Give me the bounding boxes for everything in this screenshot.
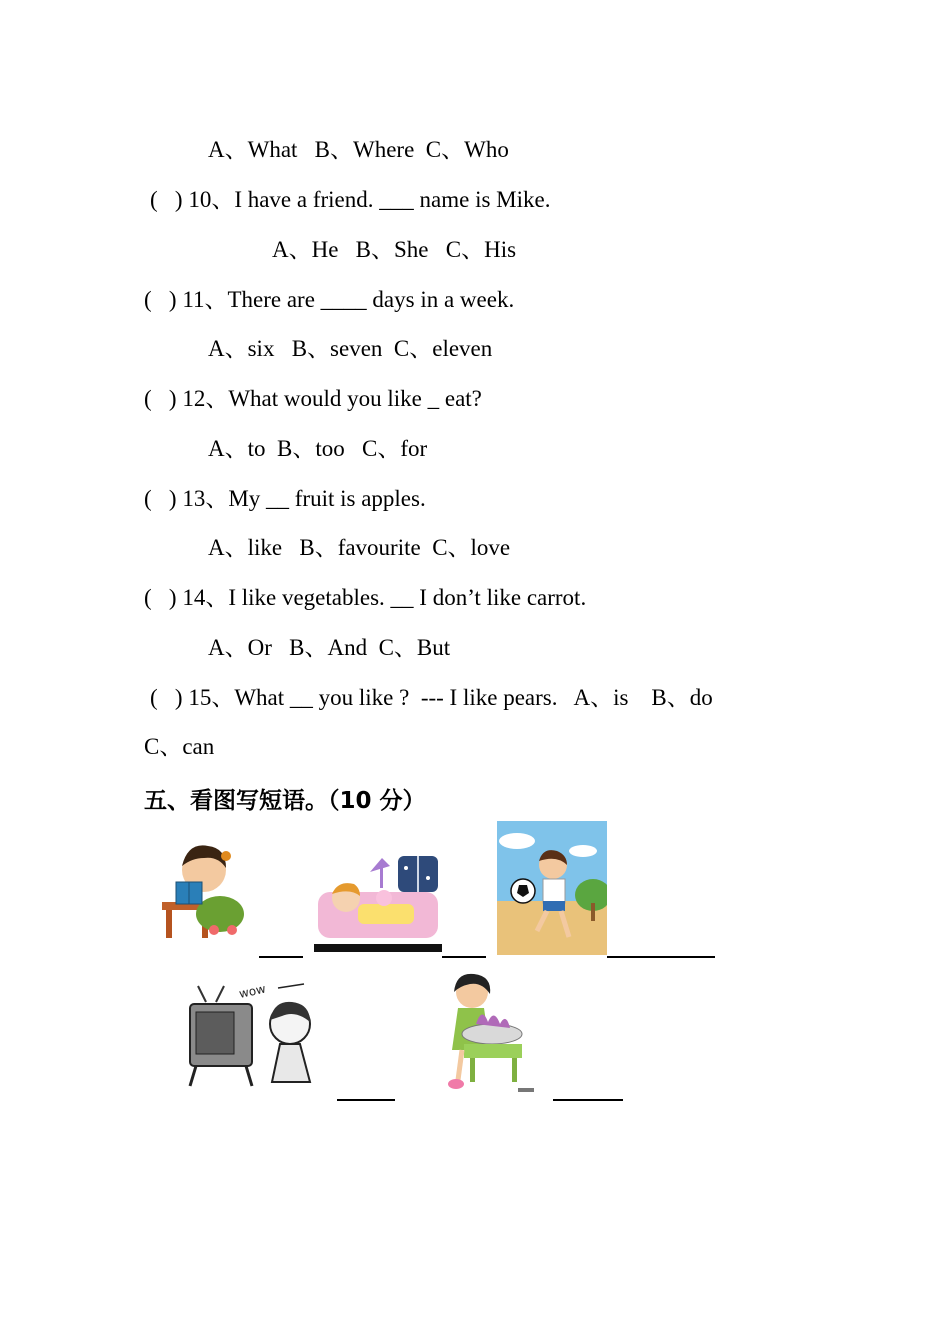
q13-options: A、like B、favourite C、love bbox=[208, 535, 511, 560]
child-sleeping-in-bed-icon bbox=[314, 852, 442, 954]
boy-playing-football-icon bbox=[497, 821, 607, 955]
q10-stem: ( ) 10、I have a friend. ___ name is Mike. bbox=[150, 187, 551, 212]
picture-1 bbox=[152, 832, 252, 942]
boy-reading-book-icon bbox=[152, 832, 252, 942]
q11-options: A、six B、seven C、eleven bbox=[208, 336, 493, 361]
boy-watching-tv-icon bbox=[186, 978, 328, 1094]
picture-5 bbox=[430, 972, 534, 1094]
answer-blank-1[interactable] bbox=[259, 956, 303, 958]
picture-3 bbox=[497, 821, 607, 955]
q12-stem: ( ) 12、What would you like _ eat? bbox=[144, 386, 482, 411]
answer-blank-4[interactable] bbox=[337, 1099, 395, 1101]
answer-blank-5[interactable] bbox=[553, 1099, 623, 1101]
answer-blank-2[interactable] bbox=[442, 956, 486, 958]
girl-washing-clothes-icon bbox=[430, 972, 534, 1094]
q10-options: A、He B、She C、His bbox=[272, 237, 517, 262]
q15-continuation: C、can bbox=[144, 734, 215, 759]
picture-4 bbox=[186, 978, 328, 1094]
q11-stem: ( ) 11、There are ____ days in a week. bbox=[144, 287, 515, 312]
q15-stem: ( ) 15、What __ you like ? --- I like pears. A、is B、do bbox=[150, 685, 713, 710]
q14-options: A、Or B、And C、But bbox=[208, 635, 451, 660]
section5-title: 五、看图写短语。（10 分） bbox=[144, 788, 426, 814]
q13-stem: ( ) 13、My __ fruit is apples. bbox=[144, 486, 426, 511]
svg-text:wow: wow bbox=[237, 981, 268, 1001]
answer-blank-3[interactable] bbox=[607, 956, 715, 958]
q9-options: A、What B、Where C、Who bbox=[208, 137, 509, 162]
picture-2 bbox=[314, 852, 442, 954]
q14-stem: ( ) 14、I like vegetables. __ I don’t like carrot. bbox=[144, 585, 587, 610]
q12-options: A、to B、too C、for bbox=[208, 436, 428, 461]
